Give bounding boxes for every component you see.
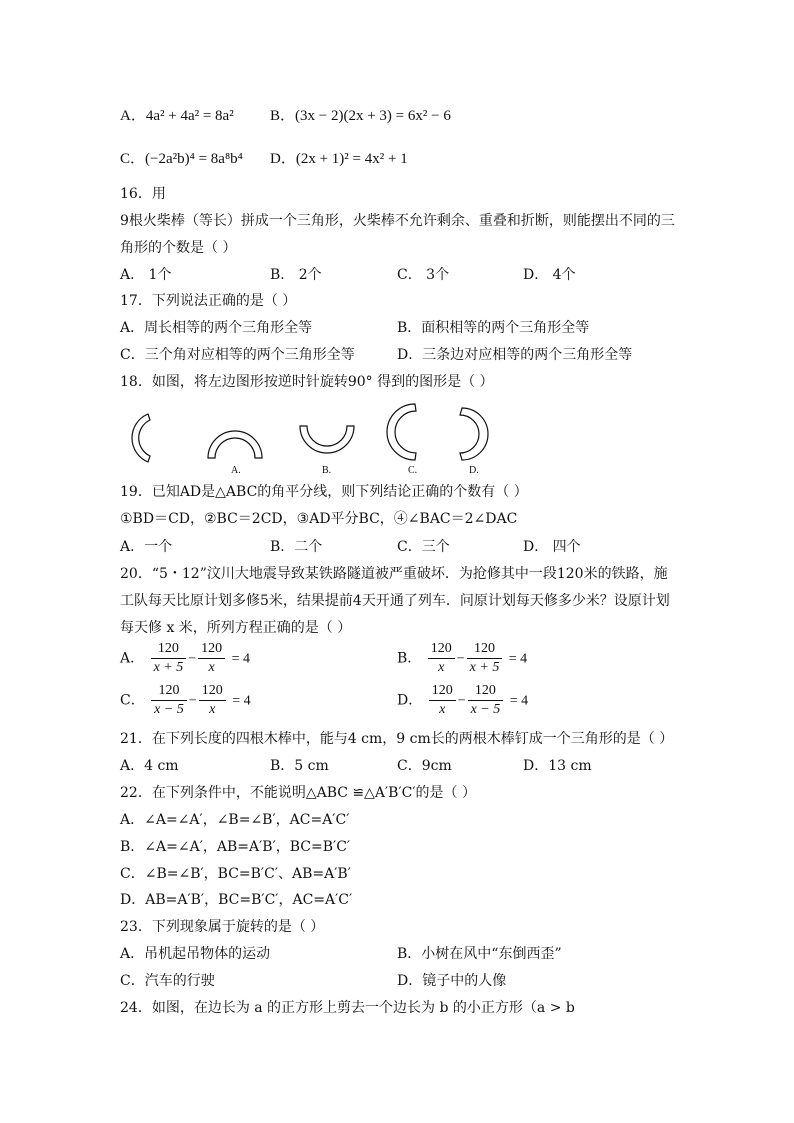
q22-option-a: A．∠A=∠A′，∠B=∠B′，AC=A′C′ xyxy=(120,812,350,828)
q18-label-b: B. xyxy=(322,465,332,476)
q20-b-den1: x xyxy=(438,660,445,675)
q20-stem-line1: 20．“5・12”汶川大地震导致某铁路隧道被严重破坏．为抢修其中一段120米的铁路，施 xyxy=(120,566,668,582)
q16-stem-line1: 16．用 xyxy=(120,186,166,202)
q23-option-c: C．汽车的行驶 xyxy=(120,973,215,989)
q20-c-num1: 120 xyxy=(151,682,187,701)
q20-b-rhs: = 4 xyxy=(508,651,528,667)
q22-option-d: D．AB=A′B′，BC=B′C′，AC=A′C′ xyxy=(120,892,353,908)
q16-option-a: A． 1个 xyxy=(120,267,172,283)
q20-b-den2: x + 5 xyxy=(469,660,500,675)
q20-option-c xyxy=(120,682,251,719)
q15-option-c: C．(−2a²b)⁴ = 8a⁸b⁴ xyxy=(120,151,243,167)
q20-option-a-label: A． xyxy=(120,650,145,667)
q21-stem: 21．在下列长度的四根木棒中，能与4 cm，9 cm长的两根木棒钉成一个三角形的是（ ） xyxy=(120,731,674,747)
q20-c-frac1 xyxy=(151,682,187,719)
q20-a-frac1 xyxy=(151,640,187,677)
q20-c-minus: − xyxy=(188,693,197,709)
q20-c-num2: 120 xyxy=(199,682,226,701)
q20-d-num2: 120 xyxy=(468,682,504,701)
q21-option-d: D．13 cm xyxy=(523,758,592,774)
q20-b-minus: − xyxy=(456,651,465,667)
q19-items: ①BD＝CD，②BC＝2CD，③AD平分BC，④∠BAC＝2∠DAC xyxy=(120,511,518,527)
q23-option-d: D．镜子中的人像 xyxy=(397,973,507,989)
q20-stem-line2: 工队每天比原计划多修5米，结果提前4天开通了列车．问原计划每天修多少米？设原计划 xyxy=(120,593,670,609)
q18-rotation-figures xyxy=(110,398,510,478)
q20-option-c-label: C． xyxy=(120,692,145,709)
q16-stem-line3: 角形的个数是（ ） xyxy=(120,240,237,256)
q20-b-num2: 120 xyxy=(467,640,503,659)
q19-option-d: D． 四个 xyxy=(523,539,581,555)
q17-option-b: B．面积相等的两个三角形全等 xyxy=(397,320,590,336)
q18-label-c: C. xyxy=(408,465,418,476)
q16-option-b: B． 2个 xyxy=(270,267,322,283)
q23-option-b: B．小树在风中“东倒西歪” xyxy=(397,946,562,962)
q20-option-a xyxy=(120,640,250,677)
q20-option-d xyxy=(397,682,528,719)
q20-c-frac2 xyxy=(199,682,226,719)
q17-option-c: C．三个角对应相等的两个三角形全等 xyxy=(120,347,355,363)
q20-d-minus: − xyxy=(457,693,466,709)
q17-option-d: D．三条边对应相等的两个三角形全等 xyxy=(397,347,633,363)
q20-option-d-label: D． xyxy=(397,692,423,709)
q16-stem-line2: 9根火柴棒（等长）拼成一个三角形，火柴棒不允许剩余、重叠和折断，则能摆出不同的三 xyxy=(120,213,675,229)
q21-option-a: A．4 cm xyxy=(120,758,179,774)
q19-option-c: C．三个 xyxy=(397,539,450,555)
q19-option-b: B．二个 xyxy=(270,539,323,555)
q18-shape-b xyxy=(300,426,354,453)
q23-option-a: A．吊机起吊物体的运动 xyxy=(120,946,271,962)
q22-stem: 22．在下列条件中，不能说明△ABC ≌△A′B′C′的是（ ） xyxy=(120,785,476,801)
q20-a-frac2 xyxy=(198,640,225,677)
q22-option-b: B．∠A=∠A′，AB=A′B′，BC=B′C′ xyxy=(120,839,351,855)
q18-stem: 18．如图，将左边图形按逆时针旋转90° 得到的图形是（ ） xyxy=(120,374,494,390)
q20-b-frac1 xyxy=(428,640,455,677)
q18-label-d: D. xyxy=(469,465,479,476)
q20-d-num1: 120 xyxy=(429,682,456,701)
q20-d-frac2 xyxy=(468,682,504,719)
q20-a-den2: x xyxy=(208,660,215,675)
q20-d-frac1 xyxy=(429,682,456,719)
q17-option-a: A．周长相等的两个三角形全等 xyxy=(120,320,313,336)
q22-option-c: C．∠B=∠B′，BC=B′C′、AB=A′B′ xyxy=(120,866,351,882)
q21-option-b: B．5 cm xyxy=(270,758,329,774)
q20-d-den2: x − 5 xyxy=(470,702,501,717)
q20-b-num1: 120 xyxy=(428,640,455,659)
q20-d-rhs: = 4 xyxy=(509,693,529,709)
q20-c-den2: x xyxy=(209,702,216,717)
q15-option-b: B．(3x − 2)(2x + 3) = 6x² − 6 xyxy=(270,108,451,124)
q18-label-a: A. xyxy=(231,465,241,476)
q20-a-num1: 120 xyxy=(151,640,187,659)
q18-shape-d xyxy=(460,408,488,460)
q23-stem: 23．下列现象属于旋转的是（ ） xyxy=(120,919,325,935)
q17-stem: 17．下列说法正确的是（ ） xyxy=(120,293,297,309)
q20-stem-line3: 每天修 x 米，所列方程正确的是（ ） xyxy=(120,620,352,636)
q20-option-b-label: B． xyxy=(397,650,422,667)
q20-b-frac2 xyxy=(467,640,503,677)
q20-a-den1: x + 5 xyxy=(153,660,184,675)
q21-option-c: C．9cm xyxy=(397,758,452,774)
q19-stem: 19．已知AD是△ABC的角平分线，则下列结论正确的个数有（ ） xyxy=(120,484,528,500)
q18-original-shape xyxy=(132,414,150,462)
q20-a-num2: 120 xyxy=(198,640,225,659)
q15-option-d: D．(2x + 1)² = 4x² + 1 xyxy=(270,151,408,167)
q20-d-den1: x xyxy=(439,702,446,717)
q18-shape-a xyxy=(208,431,262,458)
q20-c-rhs: = 4 xyxy=(232,693,251,709)
q18-shape-c xyxy=(387,404,416,460)
q15-option-a: A．4a² + 4a² = 8a² xyxy=(120,108,234,124)
q20-a-minus: − xyxy=(188,651,197,667)
q16-option-d: D． 4个 xyxy=(523,267,576,283)
q24-stem: 24．如图，在边长为 a 的正方形上剪去一个边长为 b 的小正方形（a > b xyxy=(120,1000,575,1016)
q20-option-b xyxy=(397,640,527,677)
q16-option-c: C． 3个 xyxy=(397,267,450,283)
q19-option-a: A．一个 xyxy=(120,539,173,555)
q20-c-den1: x − 5 xyxy=(154,702,184,717)
q20-a-rhs: = 4 xyxy=(231,651,251,667)
